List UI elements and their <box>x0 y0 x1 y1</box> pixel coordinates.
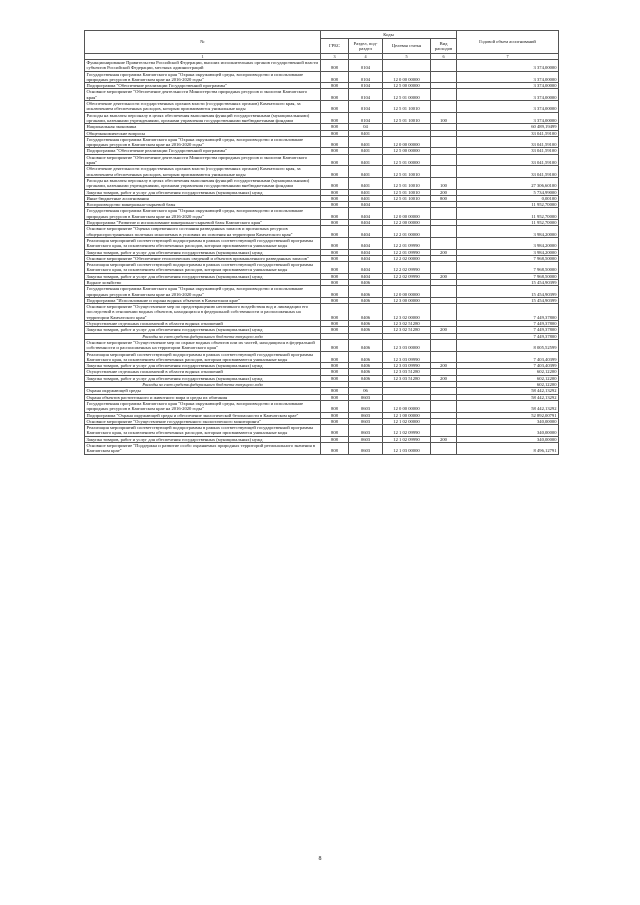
table-row <box>85 237 559 249</box>
row-grbs: 808 <box>321 412 349 418</box>
row-grbs: 808 <box>321 136 349 148</box>
row-name: Основное мероприятие "Обеспечение деятельности Министерства природных ресурсов и экологии Камчатского края" <box>85 89 321 101</box>
row-expense-type: 800 <box>431 195 457 201</box>
row-amount: 0,00100 <box>457 195 559 201</box>
row-expense-type <box>431 101 457 113</box>
row-expense-type <box>431 71 457 83</box>
row-name: Подпрограмма "Обеспечение реализации Государственной программы" <box>85 83 321 89</box>
table-row <box>85 136 559 148</box>
row-section: 0406 <box>349 327 383 333</box>
row-section: 0406 <box>349 321 383 327</box>
row-section: 0401 <box>349 166 383 178</box>
row-name: Осуществление отдельных полномочий в области водных отношений <box>85 369 321 375</box>
row-amount: 3 984,20000 <box>457 226 559 238</box>
row-grbs: 808 <box>321 297 349 303</box>
row-name: Реализация мероприятий соответствующей подпрограммы в рамках соответствующей государственной программы Камчатского края, за исключением обеспеченных расходов, которым присваиваются уникальные коды <box>85 262 321 274</box>
row-section: 0404 <box>349 208 383 220</box>
row-name: Реализация мероприятий соответствующей подпрограммы в рамках соответствующей государственной программы Камчатского края, за исключением обеспеченных расходов, которым присваиваются уникальные коды <box>85 237 321 249</box>
row-target-article: 12 2 01 00000 <box>383 226 431 238</box>
row-amount: 33 041,59100 <box>457 166 559 178</box>
row-target-article <box>383 60 431 72</box>
row-expense-type <box>431 262 457 274</box>
table-row <box>85 262 559 274</box>
row-section: 0603 <box>349 394 383 400</box>
row-section: 0406 <box>349 339 383 351</box>
row-section: 0401 <box>349 130 383 136</box>
row-section: 0404 <box>349 220 383 226</box>
row-grbs: 808 <box>321 237 349 249</box>
row-section: 0603 <box>349 443 383 455</box>
row-grbs: 808 <box>321 89 349 101</box>
row-name: Подпрограмма "Развитие и использование минерально-сырьевой базы Камчатского края" <box>85 220 321 226</box>
row-section: 0603 <box>349 418 383 424</box>
row-grbs: 808 <box>321 339 349 351</box>
row-grbs: 808 <box>321 388 349 394</box>
row-section: 0404 <box>349 237 383 249</box>
row-grbs: 808 <box>321 83 349 89</box>
row-amount: 11 952,70000 <box>457 220 559 226</box>
row-name: Подпрограмма "Охрана окружающей среды и обеспечение экологической безопасности в Камчатском крае" <box>85 412 321 418</box>
row-section: 0406 <box>349 297 383 303</box>
row-amount: 7 449,37800 <box>457 321 559 327</box>
row-name: Воспроизводство минерально-сырьевой базы <box>85 202 321 208</box>
row-section: 0404 <box>349 255 383 261</box>
row-section: 0401 <box>349 148 383 154</box>
row-expense-type: 200 <box>431 327 457 333</box>
row-target-article: 12 3 00 00000 <box>383 297 431 303</box>
row-expense-type: 200 <box>431 375 457 381</box>
row-target-article: 12 5 01 10010 <box>383 112 431 124</box>
row-grbs: 808 <box>321 375 349 381</box>
row-name: Государственная программа Камчатского края "Охрана окружающей среды, воспроизводство и использование природных ресурсов в Камчатском крае на 2016-2020 годы" <box>85 71 321 83</box>
row-name: Основное мероприятие "Обеспечение деятельности Министерства природных ресурсов и экологии Камчатского края" <box>85 154 321 166</box>
row-section: 0406 <box>349 369 383 375</box>
row-section: 0104 <box>349 83 383 89</box>
row-name: Закупка товаров, работ и услуг для обеспечения государственных (муниципальных) нужд <box>85 375 321 381</box>
row-grbs: 808 <box>321 112 349 124</box>
row-target-article: 12 2 01 09990 <box>383 249 431 255</box>
row-grbs: 808 <box>321 148 349 154</box>
row-name: Реализация мероприятий соответствующей подпрограммы в рамках соответствующей государственной программы Камчатского края, за исключением обеспеченных расходов, которым присваиваются уникальные коды <box>85 425 321 437</box>
row-grbs: 808 <box>321 321 349 327</box>
column-index: 5 <box>383 54 431 60</box>
table-row <box>85 425 559 437</box>
row-section: 04 <box>349 124 383 130</box>
row-target-article: 12 0 00 00000 <box>383 286 431 298</box>
row-amount: 340,00000 <box>457 436 559 442</box>
row-grbs: 808 <box>321 220 349 226</box>
column-index: 1 <box>85 54 321 60</box>
row-target-article: 12 1 02 09990 <box>383 436 431 442</box>
header-number: № <box>85 31 321 54</box>
table-row <box>85 208 559 220</box>
row-amount: 15 454,90399 <box>457 279 559 285</box>
row-grbs: 808 <box>321 327 349 333</box>
row-section: 0603 <box>349 412 383 418</box>
row-name: Государственная программа Камчатского края "Охрана окружающей среды, воспроизводство и использование природных ресурсов в Камчатском крае на 2016-2020 годы" <box>85 136 321 148</box>
row-grbs: 808 <box>321 262 349 274</box>
row-target-article: 12 3 03 51280 <box>383 369 431 375</box>
row-amount: 3 374,00000 <box>457 89 559 101</box>
row-grbs: 808 <box>321 369 349 375</box>
row-section: 0406 <box>349 304 383 321</box>
row-name: Расходы за счет средств федерального бюджета текущего года <box>85 382 321 388</box>
row-amount: 602,12200 <box>457 375 559 381</box>
row-name: Государственная программа Камчатского края "Охрана окружающей среды, воспроизводство и использование природных ресурсов в Камчатском крае на 2016-2020 годы" <box>85 400 321 412</box>
row-grbs: 808 <box>321 436 349 442</box>
row-target-article: 12 3 02 00000 <box>383 304 431 321</box>
row-section: 0406 <box>349 286 383 298</box>
table-row <box>85 177 559 189</box>
row-section: 0404 <box>349 249 383 255</box>
row-grbs: 808 <box>321 124 349 130</box>
row-expense-type: 200 <box>431 363 457 369</box>
row-name: Основное мероприятие "Оценка современного состояния разведанных запасов и прогнозных ресурсов общераспространенных полезных ископаемых в условиях их освоения на территории Камчатского края" <box>85 226 321 238</box>
row-grbs: 808 <box>321 71 349 83</box>
table-row <box>85 351 559 363</box>
row-section: 0401 <box>349 177 383 189</box>
row-target-article: 12 5 01 10010 <box>383 177 431 189</box>
table-row <box>85 226 559 238</box>
row-target-article: 12 1 02 00000 <box>383 418 431 424</box>
table-row <box>85 101 559 113</box>
row-section: 0603 <box>349 436 383 442</box>
header-annual-amount: Годовой объем ассигнований <box>457 31 559 54</box>
budget-table <box>84 30 559 455</box>
row-target-article: 12 5 01 10010 <box>383 166 431 178</box>
row-expense-type <box>431 226 457 238</box>
row-grbs: 808 <box>321 279 349 285</box>
row-name: Основное мероприятие "Осуществление государственного экологического мониторинга" <box>85 418 321 424</box>
row-target-article: 12 3 02 51280 <box>383 321 431 327</box>
row-name: Основное мероприятие "Осуществление мер по предотвращению негативного воздействия вод и ликвидации его последствий в отношении водных объектов, находящихся в федеральной собственности и расположенных на территории Камчатского края" <box>85 304 321 321</box>
row-target-article: 12 2 02 09990 <box>383 262 431 274</box>
row-section: 0104 <box>349 60 383 72</box>
row-section: 0406 <box>349 363 383 369</box>
row-target-article: 12 1 02 09990 <box>383 425 431 437</box>
row-amount: 602,12200 <box>457 369 559 375</box>
column-index: 7 <box>457 54 559 60</box>
row-name: Охрана окружающей среды <box>85 388 321 394</box>
page-number: 8 <box>318 856 322 862</box>
row-amount: 15 454,90399 <box>457 286 559 298</box>
row-section: 0404 <box>349 202 383 208</box>
table-row <box>85 339 559 351</box>
row-amount: 3 374,00000 <box>457 112 559 124</box>
table-row <box>85 286 559 298</box>
row-target-article: 12 3 03 09990 <box>383 363 431 369</box>
row-expense-type <box>431 425 457 437</box>
row-amount: 3 374,00000 <box>457 101 559 113</box>
row-section: 0404 <box>349 262 383 274</box>
row-target-article: 12 5 01 10010 <box>383 101 431 113</box>
row-target-article: 12 3 02 51280 <box>383 327 431 333</box>
row-name: Государственная программа Камчатского края "Охрана окружающей среды, воспроизводство и использование природных ресурсов в Камчатском крае на 2016-2020 годы" <box>85 208 321 220</box>
row-grbs: 808 <box>321 195 349 201</box>
row-name: Основное мероприятие "Обеспечение геологических сведений и объектов промышленного разведанных запасов" <box>85 255 321 261</box>
row-section: 06 <box>349 388 383 394</box>
row-expense-type: 200 <box>431 189 457 195</box>
row-section: 0404 <box>349 273 383 279</box>
row-amount: 7 449,37800 <box>457 304 559 321</box>
row-grbs: 808 <box>321 394 349 400</box>
row-expense-type: 200 <box>431 436 457 442</box>
row-amount: 3 374,00000 <box>457 83 559 89</box>
row-grbs: 808 <box>321 425 349 437</box>
header-grbs: ГРБС <box>321 39 349 54</box>
table-row <box>85 71 559 83</box>
row-target-article: 12 5 01 00000 <box>383 89 431 101</box>
row-amount: 11 952,70000 <box>457 202 559 208</box>
row-amount: 33 041,59100 <box>457 148 559 154</box>
row-target-article: 12 5 00 00000 <box>383 148 431 154</box>
row-amount: 58 442,13292 <box>457 388 559 394</box>
row-name: Закупка товаров, работ и услуг для обеспечения государственных (муниципальных) нужд <box>85 249 321 255</box>
row-grbs: 808 <box>321 304 349 321</box>
row-grbs: 808 <box>321 351 349 363</box>
row-target-article: 12 0 00 00000 <box>383 400 431 412</box>
row-target-article: 12 1 00 00000 <box>383 412 431 418</box>
row-section: 0406 <box>349 351 383 363</box>
row-name: Закупка товаров, работ и услуг для обеспечения государственных (муниципальных) нужд <box>85 363 321 369</box>
row-expense-type <box>431 286 457 298</box>
row-name: Осуществление отдельных полномочий в области водных отношений <box>85 321 321 327</box>
row-amount: 602,12200 <box>457 382 559 388</box>
row-section: 0104 <box>349 112 383 124</box>
row-grbs: 808 <box>321 130 349 136</box>
row-amount: 8 005,52599 <box>457 339 559 351</box>
row-grbs: 808 <box>321 286 349 298</box>
row-name: Закупка товаров, работ и услуг для обеспечения государственных (муниципальных) нужд <box>85 189 321 195</box>
row-expense-type <box>431 351 457 363</box>
table-row <box>85 154 559 166</box>
row-expense-type <box>431 208 457 220</box>
row-expense-type: 100 <box>431 177 457 189</box>
row-section: 0104 <box>349 71 383 83</box>
row-target-article: 12 2 00 00000 <box>383 220 431 226</box>
row-target-article: 12 3 03 51280 <box>383 375 431 381</box>
row-amount: 7 968,50000 <box>457 273 559 279</box>
row-grbs: 808 <box>321 273 349 279</box>
row-grbs: 808 <box>321 418 349 424</box>
row-name: Основное мероприятие "Осуществление мер по охране водных объектов или их частей, находящихся в федеральной собственности и расположенных на территории Камчатского края" <box>85 339 321 351</box>
row-amount: 7 968,50000 <box>457 255 559 261</box>
row-expense-type <box>431 89 457 101</box>
row-amount: 3 984,20000 <box>457 237 559 249</box>
row-name: Обеспечение деятельности государственных органов власти (государственных органов) Камчатского края, за исключением обеспеченных расходов, которым присваиваются уникальные коды <box>85 101 321 113</box>
row-amount: 7 449,37800 <box>457 333 559 339</box>
row-name: Закупка товаров, работ и услуг для обеспечения государственных (муниципальных) нужд <box>85 273 321 279</box>
row-amount: 58 442,13292 <box>457 394 559 400</box>
row-amount: 33 041,59100 <box>457 136 559 148</box>
row-amount: 15 454,90399 <box>457 297 559 303</box>
row-name: Государственная программа Камчатского края "Охрана окружающей среды, воспроизводство и использование природных ресурсов в Камчатском крае на 2016-2020 годы" <box>85 286 321 298</box>
row-name: Подпрограмма "Использование и охрана водных объектов в Камчатском крае" <box>85 297 321 303</box>
column-index: 4 <box>349 54 383 60</box>
row-section: 0401 <box>349 195 383 201</box>
row-section: 0603 <box>349 425 383 437</box>
row-section: 0603 <box>349 400 383 412</box>
column-index: 6 <box>431 54 457 60</box>
row-target-article: 12 3 03 00000 <box>383 339 431 351</box>
row-name: Национальная экономика <box>85 124 321 130</box>
row-expense-type <box>431 400 457 412</box>
row-amount: 33 041,59100 <box>457 154 559 166</box>
row-expense-type <box>431 60 457 72</box>
table-row <box>85 443 559 455</box>
row-grbs: 808 <box>321 202 349 208</box>
row-section: 0401 <box>349 136 383 148</box>
row-target-article: 12 5 01 10010 <box>383 189 431 195</box>
row-grbs: 808 <box>321 249 349 255</box>
table-body <box>85 60 559 455</box>
row-grbs: 808 <box>321 400 349 412</box>
row-grbs: 808 <box>321 166 349 178</box>
row-section: 0404 <box>349 226 383 238</box>
row-target-article: 12 0 00 00000 <box>383 208 431 220</box>
table-row <box>85 304 559 321</box>
row-amount: 340,00000 <box>457 425 559 437</box>
row-target-article: 12 1 03 00000 <box>383 443 431 455</box>
budget-document-page <box>84 30 558 455</box>
row-amount: 7 403,40399 <box>457 363 559 369</box>
row-amount: 3 374,00000 <box>457 60 559 72</box>
row-expense-type <box>431 166 457 178</box>
row-target-article: 12 2 02 00000 <box>383 255 431 261</box>
row-name: Реализация мероприятий соответствующей подпрограммы в рамках соответствующей государственной программы Камчатского края, за исключением обеспеченных расходов, которым присваиваются уникальные коды <box>85 351 321 363</box>
row-amount: 33 041,59100 <box>457 130 559 136</box>
row-amount: 60 489,19499 <box>457 124 559 130</box>
row-amount: 340,00000 <box>457 418 559 424</box>
row-expense-type: 200 <box>431 249 457 255</box>
row-name: Обеспечение деятельности государственных органов власти (государственных органов) Камчатского края, за исключением обеспеченных расходов, которым присваиваются уникальные коды <box>85 166 321 178</box>
row-target-article: 12 2 01 09990 <box>383 237 431 249</box>
row-section: 0401 <box>349 154 383 166</box>
row-grbs: 808 <box>321 154 349 166</box>
row-grbs: 808 <box>321 226 349 238</box>
row-expense-type <box>431 154 457 166</box>
row-name: Подпрограмма "Обеспечение реализации Государственной программы" <box>85 148 321 154</box>
row-amount: 7 968,50000 <box>457 262 559 274</box>
row-name: Иные бюджетные ассигнования <box>85 195 321 201</box>
header-target-article: Целевая статья <box>383 39 431 54</box>
row-name: Расходы на выплаты персоналу в целях обеспечения выполнения функций государственными (муниципальными) органами, казенными учреждениями, органами управления государственными внебюджетными фондами <box>85 112 321 124</box>
table-row <box>85 60 559 72</box>
row-amount: 3 374,00000 <box>457 71 559 83</box>
row-grbs: 808 <box>321 101 349 113</box>
row-target-article: 12 5 00 00000 <box>383 83 431 89</box>
row-section: 0104 <box>349 89 383 101</box>
row-name: Охрана объектов растительного и животного мира и среды их обитания <box>85 394 321 400</box>
row-expense-type <box>431 237 457 249</box>
row-expense-type <box>431 443 457 455</box>
row-grbs: 808 <box>321 177 349 189</box>
table-row <box>85 400 559 412</box>
header-codes: Коды <box>321 31 457 39</box>
row-name: Закупка товаров, работ и услуг для обеспечения государственных (муниципальных) нужд <box>85 327 321 333</box>
row-amount: 3 984,20000 <box>457 249 559 255</box>
row-amount: 8 496,12791 <box>457 443 559 455</box>
header-expense-type: Вид расходов <box>431 39 457 54</box>
row-expense-type: 200 <box>431 273 457 279</box>
row-target-article: 12 3 03 09990 <box>383 351 431 363</box>
row-grbs: 808 <box>321 443 349 455</box>
row-target-article: 12 5 01 10010 <box>383 195 431 201</box>
row-section: 0104 <box>349 101 383 113</box>
row-expense-type: 100 <box>431 112 457 124</box>
row-amount: 52 892,00791 <box>457 412 559 418</box>
row-grbs: 808 <box>321 208 349 220</box>
row-name: Расходы за счет средств федерального бюджета текущего года <box>85 333 321 339</box>
row-name: Водное хозяйство <box>85 279 321 285</box>
row-target-article: 12 0 00 00000 <box>383 136 431 148</box>
row-expense-type <box>431 339 457 351</box>
row-target-article: 12 0 00 00000 <box>383 71 431 83</box>
row-name: Общеэкономические вопросы <box>85 130 321 136</box>
row-section: 0406 <box>349 375 383 381</box>
column-index: 3 <box>321 54 349 60</box>
row-expense-type <box>431 136 457 148</box>
header-section: Раздел, под- раздел <box>349 39 383 54</box>
row-section: 0406 <box>349 279 383 285</box>
table-header <box>85 31 559 60</box>
row-amount: 7 449,37800 <box>457 327 559 333</box>
row-name: Функционирование Правительства Российской Федерации, высших исполнительных органов государственной власти субъектов Российской Федерации, местных администраций <box>85 60 321 72</box>
row-grbs: 808 <box>321 255 349 261</box>
row-name: Основное мероприятие "Поддержка и развитие особо охраняемых природных территорий регионального значения в Камчатском крае" <box>85 443 321 455</box>
table-row <box>85 89 559 101</box>
row-amount: 27 306,60100 <box>457 177 559 189</box>
row-amount: 58 442,13292 <box>457 400 559 412</box>
row-amount: 11 952,70000 <box>457 208 559 220</box>
row-amount: 7 403,40399 <box>457 351 559 363</box>
row-grbs: 808 <box>321 60 349 72</box>
row-name: Расходы на выплаты персоналу в целях обеспечения выполнения функций государственными (муниципальными) органами, казенными учреждениями, органами управления государственными внебюджетными фондами <box>85 177 321 189</box>
row-grbs: 808 <box>321 189 349 195</box>
row-grbs: 808 <box>321 363 349 369</box>
row-target-article: 12 2 02 09990 <box>383 273 431 279</box>
row-expense-type <box>431 304 457 321</box>
table-row <box>85 166 559 178</box>
row-name: Закупка товаров, работ и услуг для обеспечения государственных (муниципальных) нужд <box>85 436 321 442</box>
row-target-article: 12 5 01 00000 <box>383 154 431 166</box>
row-amount: 5 734,99000 <box>457 189 559 195</box>
row-section: 0401 <box>349 189 383 195</box>
table-row <box>85 112 559 124</box>
